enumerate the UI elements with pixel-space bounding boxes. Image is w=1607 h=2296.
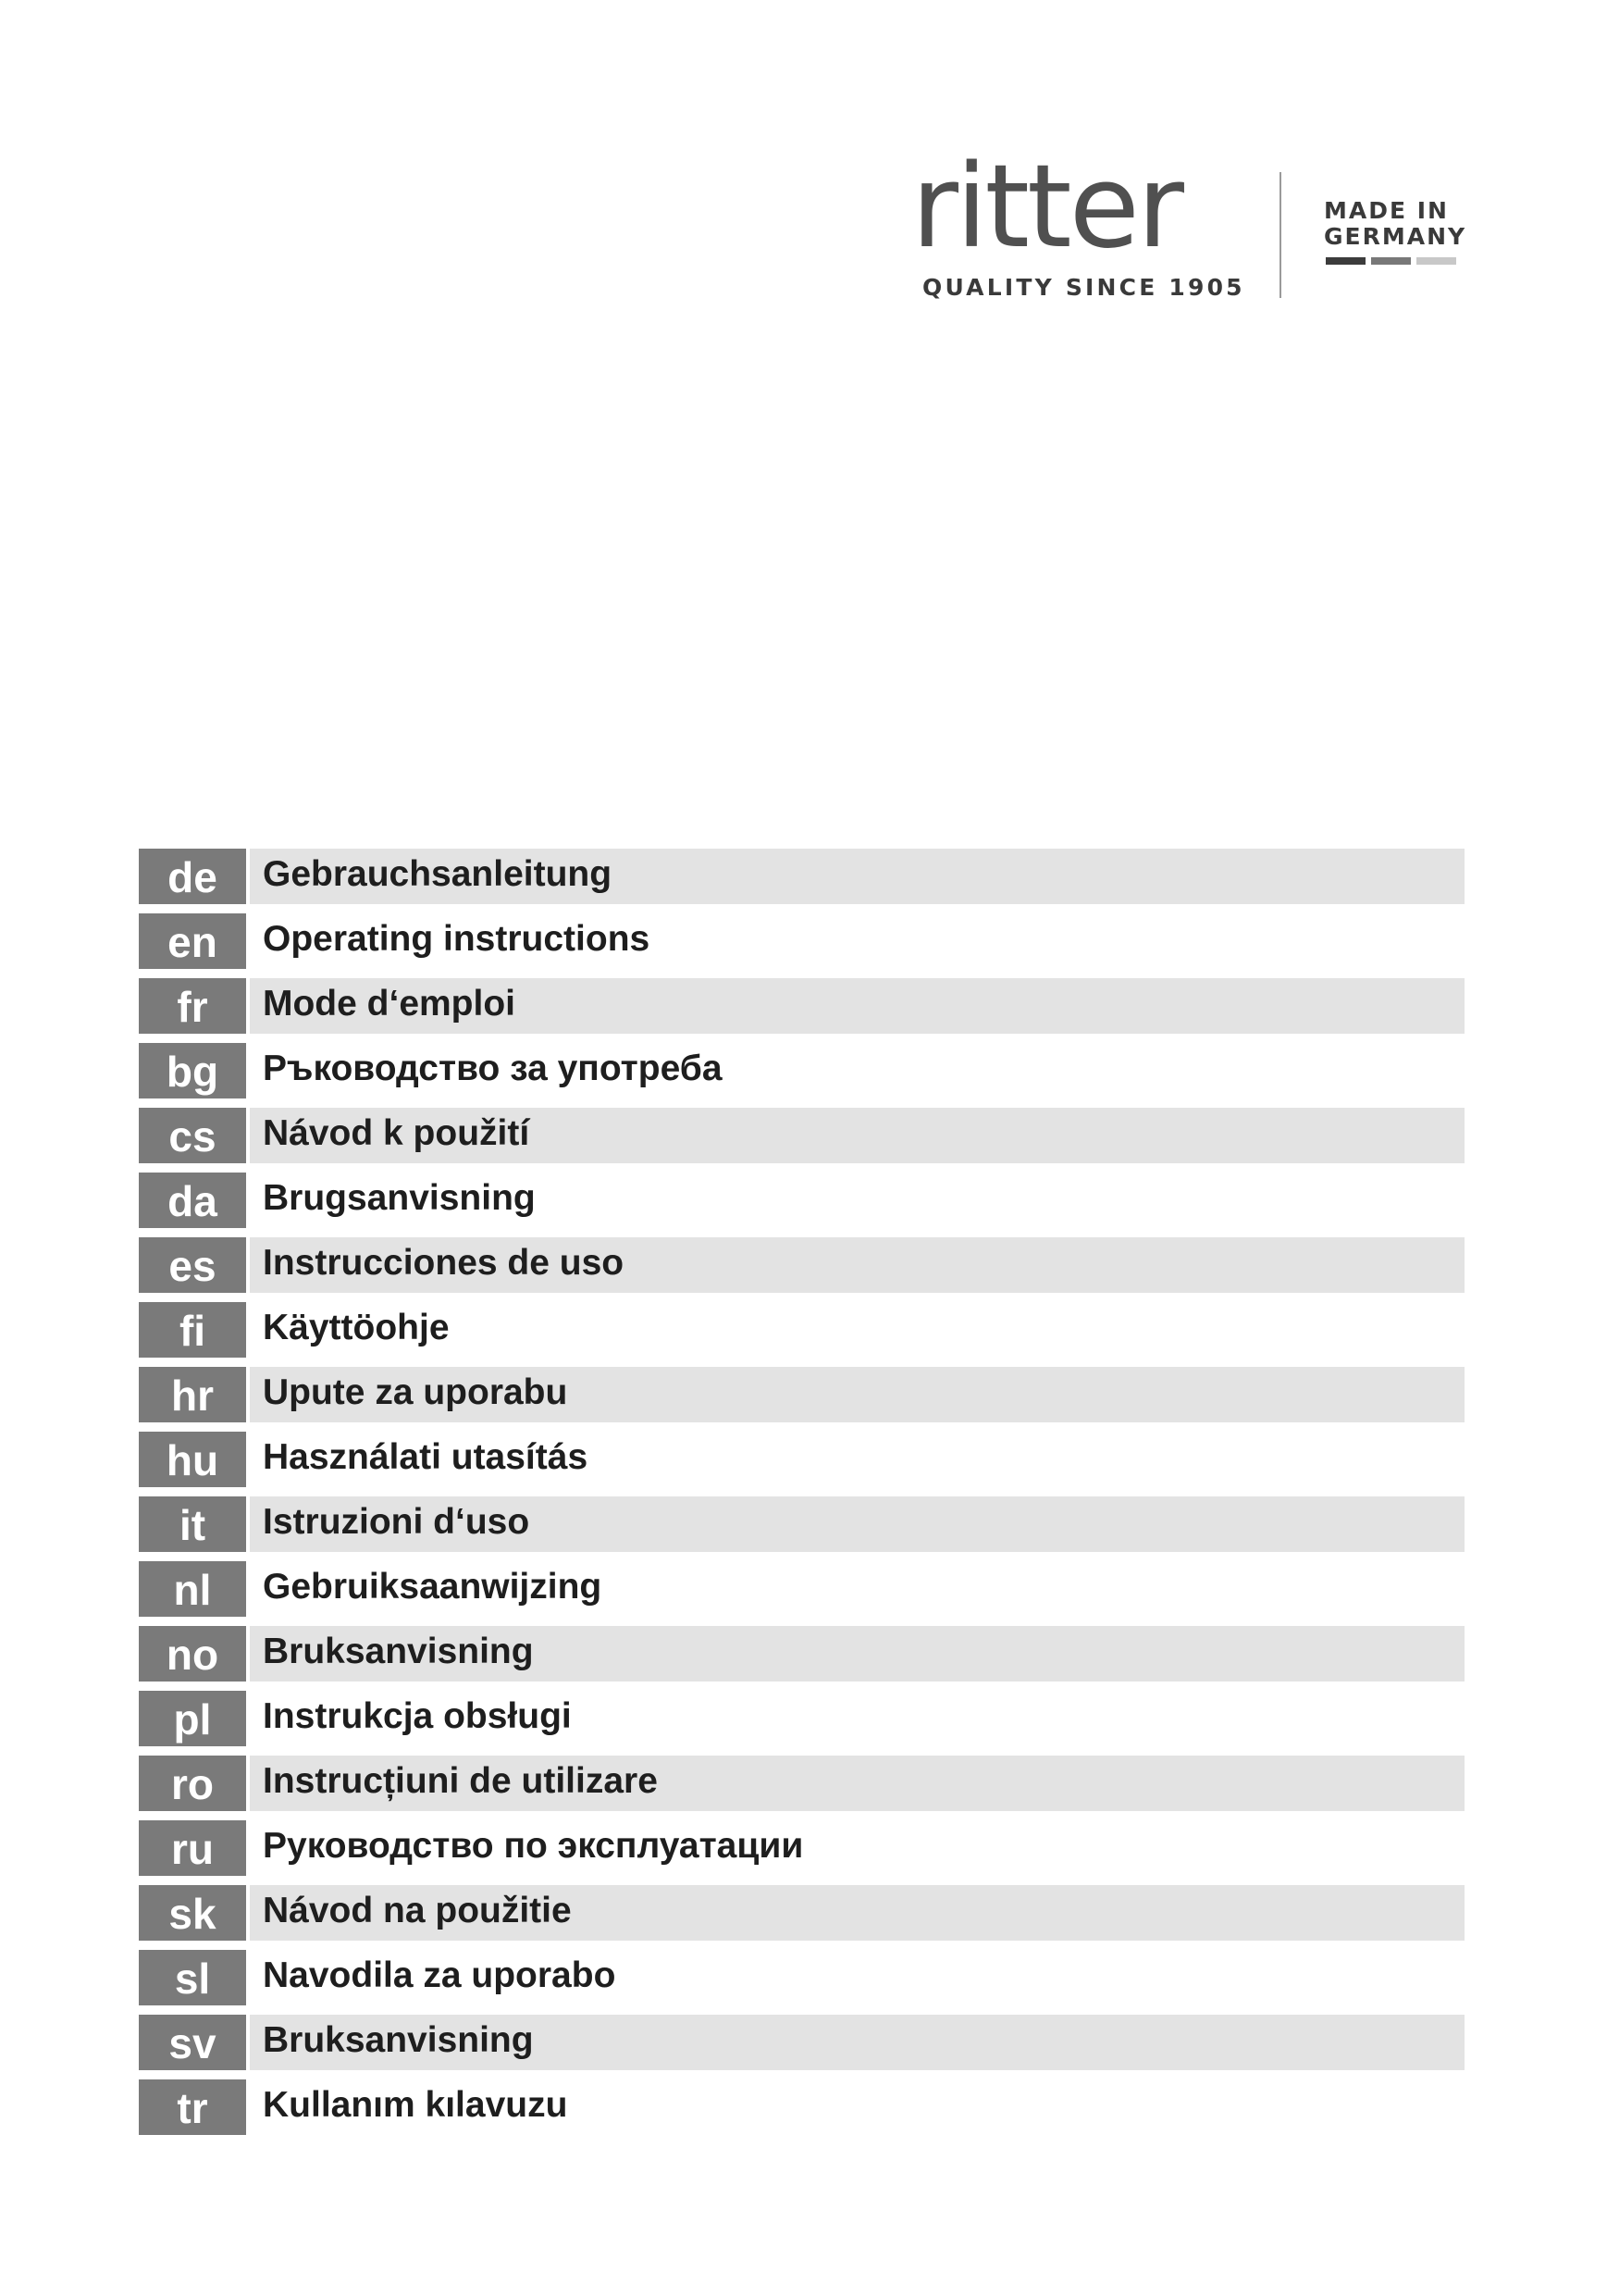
language-title: Instrukcja obsługi: [263, 1696, 572, 1736]
logo-divider: [1279, 172, 1281, 298]
language-row-sv: [139, 2015, 1465, 2070]
made-in-line1: MADE IN: [1324, 197, 1449, 224]
language-row-hu: [139, 1432, 1465, 1487]
language-code-badge: de: [139, 849, 246, 904]
language-code-badge: ro: [139, 1756, 246, 1811]
language-code-badge: sl: [139, 1950, 246, 2005]
language-row-en: [139, 913, 1465, 969]
language-title: Gebruiksaanwijzing: [263, 1567, 602, 1607]
language-title: Használati utasítás: [263, 1437, 588, 1477]
language-code-badge: sv: [139, 2015, 246, 2070]
language-code-badge: ru: [139, 1820, 246, 1876]
made-in-germany-label: [1324, 198, 1466, 250]
language-code-badge: hu: [139, 1432, 246, 1487]
language-row-no: [139, 1626, 1465, 1682]
language-title: Kullanım kılavuzu: [263, 2085, 568, 2125]
language-row-de: [139, 849, 1465, 904]
language-code-badge: bg: [139, 1043, 246, 1098]
language-row-hr: [139, 1367, 1465, 1422]
language-title: Návod k použití: [250, 1108, 1465, 1163]
language-code-badge: da: [139, 1173, 246, 1228]
flag-bars: [1326, 257, 1456, 265]
brand-wordmark: ritter: [911, 141, 1181, 274]
language-code-badge: nl: [139, 1561, 246, 1617]
language-code-badge: fr: [139, 978, 246, 1034]
language-row-sl: [139, 1950, 1465, 2005]
language-row-cs: [139, 1108, 1465, 1163]
language-row-fi: [139, 1302, 1465, 1358]
language-list: [139, 849, 1465, 2144]
language-title: Gebrauchsanleitung: [250, 849, 1465, 904]
made-in-line2: GERMANY: [1324, 223, 1467, 250]
language-title: Bruksanvisning: [250, 1626, 1465, 1682]
language-row-es: [139, 1237, 1465, 1293]
language-code-badge: sk: [139, 1885, 246, 1941]
language-row-it: [139, 1496, 1465, 1552]
language-title: Bruksanvisning: [250, 2015, 1465, 2070]
language-row-nl: [139, 1561, 1465, 1617]
language-title: Ръководство за употреба: [263, 1049, 723, 1088]
language-title: Istruzioni d‘uso: [250, 1496, 1465, 1552]
language-row-da: [139, 1173, 1465, 1228]
language-row-tr: [139, 2079, 1465, 2135]
language-code-badge: no: [139, 1626, 246, 1682]
language-code-badge: pl: [139, 1691, 246, 1746]
language-code-badge: tr: [139, 2079, 246, 2135]
language-row-pl: [139, 1691, 1465, 1746]
language-title: Instrucțiuni de utilizare: [250, 1756, 1465, 1811]
language-title: Käyttöohje: [263, 1308, 450, 1347]
language-code-badge: fi: [139, 1302, 246, 1358]
language-title: Руководство по эксплуатации: [263, 1826, 804, 1866]
flag-bar: [1371, 257, 1411, 265]
language-title: Návod na použitie: [250, 1885, 1465, 1941]
flag-bar: [1416, 257, 1456, 265]
language-title: Upute za uporabu: [250, 1367, 1465, 1422]
language-title: Mode d‘emploi: [250, 978, 1465, 1034]
language-title: Instrucciones de uso: [250, 1237, 1465, 1293]
language-row-bg: [139, 1043, 1465, 1098]
language-row-fr: [139, 978, 1465, 1034]
language-code-badge: cs: [139, 1108, 246, 1163]
brand-logo: [911, 141, 1467, 315]
language-title: Operating instructions: [263, 919, 650, 959]
language-row-ro: [139, 1756, 1465, 1811]
language-title: Navodila za uporabo: [263, 1955, 616, 1995]
language-code-badge: es: [139, 1237, 246, 1293]
language-row-sk: [139, 1885, 1465, 1941]
language-code-badge: it: [139, 1496, 246, 1552]
language-code-badge: en: [139, 913, 246, 969]
language-row-ru: [139, 1820, 1465, 1876]
language-code-badge: hr: [139, 1367, 246, 1422]
flag-bar: [1326, 257, 1366, 265]
brand-tagline: QUALITY SINCE 1905: [922, 274, 1245, 301]
language-title: Brugsanvisning: [263, 1178, 536, 1218]
